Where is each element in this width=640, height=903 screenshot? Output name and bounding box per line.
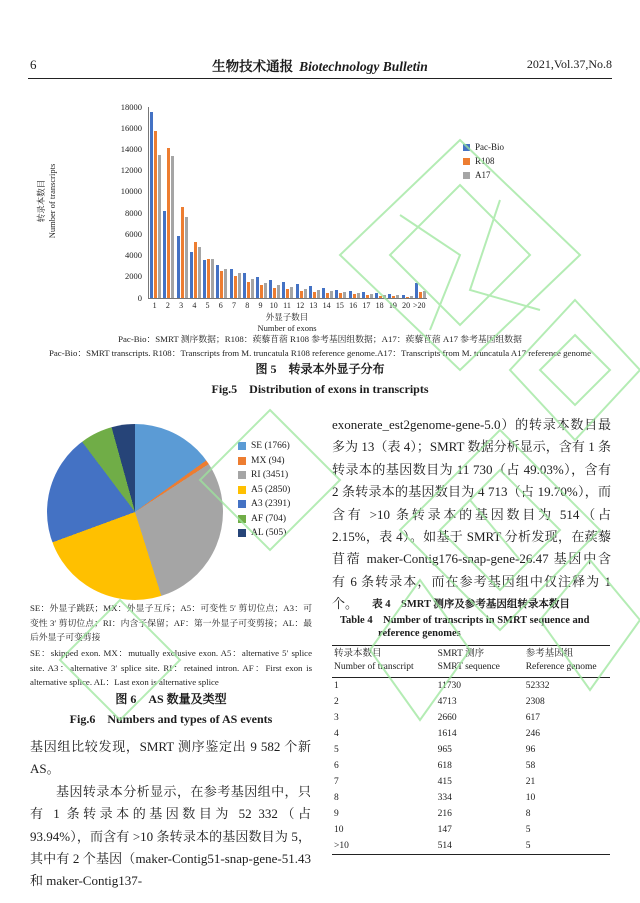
legend-item [238,528,290,538]
fig5-caption-cn: 图 5 转录本外显子分布 [255,362,385,376]
y-tick-label: 14000 [120,143,142,154]
table4-title-en: Table 4 Number of transcripts in SMRT sequence and reference genomes [340,615,590,639]
bar-pac-bio [322,288,325,298]
page-number: 6 [30,57,37,72]
table-cell: 8 [334,793,339,803]
legend-swatch [238,515,246,523]
table-row [332,742,610,758]
issue-info: 2021,Vol.37,No.8 [526,57,612,71]
fig5-y-axis-label [36,121,58,281]
bar-a17 [158,155,161,298]
table4-header-row [332,646,610,678]
legend-label: R108 [475,156,495,166]
legend-swatch [238,457,246,465]
col-header-cn: 参考基因组 [525,649,574,659]
bar-group [189,107,202,298]
bar-group [374,107,387,298]
x-tick-label: 15 [335,301,344,310]
fig5-note-cn: Pac-Bio：SMRT 测序数据；R108：蒺藜苜蓿 R108 参考基因组数据；A17：蒺藜苜蓿 A17 参考基因组数据 [118,334,522,344]
table-row [332,822,610,838]
bar-r108 [247,282,250,298]
fig5-x-axis-label-en: Number of exons [257,322,317,333]
y-tick-label: 6000 [125,228,142,239]
x-tick-label: 2 [165,301,170,310]
bar-r108 [300,291,303,298]
bar-a17 [396,295,399,298]
bar-r108 [392,296,395,298]
bar-pac-bio [415,283,418,298]
legend-item [463,142,504,152]
table-cell: 3 [334,713,339,723]
legend-label: MX (94) [251,455,285,466]
bar-group [308,107,321,298]
bar-a17 [330,291,333,298]
x-tick-label: 19 [388,301,397,310]
fig5-y-axis-label-en: Number of transcripts [47,163,57,239]
bar-r108 [167,148,170,298]
fig5-y-axis-label-cn: 转录本数目 [36,179,46,223]
fig5-x-axis-label-cn: 外显子数目 [265,312,309,322]
legend-swatch [463,144,470,151]
legend-swatch [238,471,246,479]
y-tick-label: 8000 [125,207,142,218]
bar-a17 [343,292,346,298]
bar-r108 [154,131,157,298]
bar-r108 [286,289,289,298]
legend-item [463,170,504,180]
table-row [332,774,610,790]
table4-block [332,596,610,855]
x-tick-label: 9 [258,301,263,310]
bar-pac-bio [177,236,180,298]
legend-item [238,470,290,480]
fig5-x-axis-label [187,312,387,333]
paragraph: exonerate_est2genome-gene-5.0）的转录本数目最多为 13（表 4）；SMRT 数据分析显示，含有 1 条转录本的基因数目为 11 730（占 49.03%），含有 2 条转录本的基因数目为 4 713（占 19.70%），而含有 >10 条转录本的基因数目为 514（占 2.15%，表 4）。如基于 SMRT 分析发现，在蒺藜苜蓿 maker-Contig176-snap-gene-26.47 基因中含有 6 条转录本，而在参考基因组中仅注释为 1 个。 [332,417,611,612]
table-cell: 5 [334,745,339,755]
bar-a17 [423,291,426,298]
bar-r108 [326,293,329,298]
bar-group [387,107,400,298]
bar-group [334,107,347,298]
legend-swatch [463,158,470,165]
table-cell: 10 [525,793,536,803]
col-header-en: Number of transcript [334,662,414,672]
bar-pac-bio [362,292,365,298]
legend-swatch [238,529,246,537]
table-cell: 965 [437,745,452,755]
bar-group [175,107,188,298]
table-cell: 6 [334,761,339,771]
table-cell: 11730 [437,681,461,691]
legend-item [238,499,290,509]
x-tick-label: >20 [413,301,426,310]
table-cell: 21 [525,777,536,787]
legend-label: A3 (2391) [251,499,291,509]
bar-r108 [260,285,263,298]
table-cell: 9 [334,809,339,819]
bar-pac-bio [349,291,352,298]
table-cell: 5 [525,841,531,851]
bar-pac-bio [296,284,299,298]
x-tick-label: 14 [322,301,331,310]
bar-r108 [313,292,316,298]
y-tick-label: 18000 [120,101,142,112]
bar-group [361,107,374,298]
legend-label: RI (3451) [251,470,289,480]
legend-label: A5 (2850) [251,484,291,495]
table-cell: 1614 [437,729,457,739]
bar-a17 [211,259,214,298]
y-tick-label: 4000 [125,250,142,261]
table-cell: 58 [525,761,536,771]
table-cell: >10 [334,841,349,851]
legend-label: SE (1766) [251,441,290,451]
bar-pac-bio [243,273,246,299]
bar-pac-bio [203,260,206,298]
fig5-legend [463,142,504,184]
table-cell: 2308 [525,697,545,707]
col-header-en: Reference genome [525,662,597,672]
table-cell: 4 [334,729,339,739]
right-column-text [332,414,611,616]
table-cell: 52332 [525,681,550,691]
fig5-x-ticks [148,301,426,310]
x-tick-label: 11 [283,301,291,310]
table-cell: 415 [437,777,452,787]
col-header-cn: SMRT 测序 [437,649,485,659]
table-cell: 216 [437,809,452,819]
bar-a17 [171,156,174,298]
bar-pac-bio [388,294,391,298]
bar-pac-bio [190,252,193,298]
bar-a17 [304,289,307,298]
bar-pac-bio [309,286,312,298]
bar-group [162,107,175,298]
table-cell: 246 [525,729,540,739]
x-tick-label: 18 [375,301,384,310]
bar-group [202,107,215,298]
bar-group [321,107,334,298]
bar-group [268,107,281,298]
bar-r108 [194,242,197,298]
x-tick-label: 16 [349,301,358,310]
bar-pac-bio [256,277,259,298]
table-row [332,726,610,742]
x-tick-label: 6 [218,301,223,310]
table4-col-header [436,646,524,678]
bar-a17 [277,285,280,298]
x-tick-label: 17 [362,301,371,310]
legend-label: A17 [475,170,491,180]
legend-label: Pac-Bio [475,142,504,152]
y-tick-label: 0 [137,292,142,303]
bar-a17 [198,247,201,299]
bar-a17 [357,293,360,298]
legend-item [463,156,504,166]
table-cell: 7 [334,777,339,787]
bar-pac-bio [269,280,272,298]
bar-pac-bio [163,211,166,299]
bar-group [281,107,294,298]
journal-title-cn: 生物技术通报 [212,59,294,74]
legend-swatch [238,486,246,494]
legend-swatch [238,442,246,450]
table-cell: 1 [334,681,339,691]
table-row [332,710,610,726]
bar-group [295,107,308,298]
fig6-caption-en: Fig.6 Numbers and types of AS events [69,712,273,726]
fig6-note-en: SE：skipped exon. MX：mutually exclusive exon. A5：alternative 5′ splice site. A3：alternative 3′ splice site. RI：retained intron. AF：First exon is alternative splice. AL：Last exon is alternative splice [30,648,312,687]
y-tick-label: 16000 [120,122,142,133]
bar-pac-bio [216,265,219,298]
bar-group [400,107,413,298]
x-tick-label: 3 [179,301,184,310]
table-cell: 96 [525,745,536,755]
table-cell: 618 [437,761,452,771]
x-tick-label: 8 [245,301,250,310]
bar-a17 [264,283,267,298]
table-row [332,790,610,806]
legend-label: AL (505) [251,528,287,538]
bar-r108 [207,259,210,298]
bar-pac-bio [230,269,233,298]
table-row [332,694,610,710]
x-tick-label: 20 [402,301,411,310]
bar-a17 [251,279,254,298]
fig5-note-en: Pac-Bio：SMRT transcripts. R108：Transcripts from M. truncatula R108 reference genome.A17：Transcripts from M. truncatula A17 reference genome [49,348,591,358]
table-cell: 514 [437,841,452,851]
table4-title-cn: 表 4 SMRT 测序及参考基因组转录本数目 [372,599,570,610]
y-tick-label: 2000 [125,271,142,282]
legend-label: AF (704) [251,513,287,524]
paragraph: 基因组比较发现，SMRT 测序鉴定出 9 582 个新 AS。 [30,739,311,777]
x-tick-label: 10 [269,301,278,310]
journal-title-en: Biotechnology Bulletin [299,59,428,74]
bar-a17 [317,290,320,298]
x-tick-label: 13 [309,301,318,310]
legend-item [238,456,290,466]
bar-a17 [238,273,241,299]
table-cell: 10 [334,825,344,835]
bar-a17 [370,294,373,298]
table4-col-header [332,646,436,678]
header-rule [28,78,612,79]
fig6-note-cn: SE：外显子跳跃；MX：外显子互斥；A5：可变性 5′ 剪切位点；A3：可变性 3′ 剪切位点；RI：内含子保留；AF：第一外显子可变剪接；AL：最后外显子可变剪接 [30,603,312,642]
y-tick-label: 10000 [120,186,142,197]
table-cell: 4713 [437,697,457,707]
bar-r108 [220,271,223,298]
legend-item [238,514,290,524]
bar-a17 [383,295,386,298]
bar-group [255,107,268,298]
y-tick-label: 12000 [120,165,142,176]
bar-r108 [379,296,382,298]
table-row [332,678,610,695]
bar-group [348,107,361,298]
col-header-en: SMRT sequence [437,662,500,672]
bar-r108 [406,297,409,299]
table-cell: 2660 [437,713,457,723]
bar-pac-bio [282,282,285,298]
x-tick-label: 12 [296,301,305,310]
x-tick-label: 4 [192,301,197,310]
fig6-pie-chart [47,424,223,600]
table-cell: 8 [525,809,531,819]
bar-r108 [181,207,184,298]
fig5-bar-chart [148,107,427,299]
bar-r108 [339,293,342,298]
x-tick-label: 1 [152,301,157,310]
bar-group [149,107,162,298]
legend-item [238,441,290,451]
table4 [332,645,610,855]
fig6-legend [238,441,290,543]
table4-col-header [524,646,610,678]
bar-pac-bio [150,112,153,298]
bar-r108 [273,288,276,298]
bar-group [228,107,241,298]
bar-r108 [234,276,237,298]
bar-group [414,107,427,298]
bar-pac-bio [335,290,338,298]
bar-a17 [185,217,188,298]
table-cell: 5 [525,825,531,835]
x-tick-label: 7 [232,301,237,310]
table-cell: 2 [334,697,339,707]
fig6-caption-cn: 图 6 AS 数量及类型 [115,692,227,706]
legend-swatch [463,172,470,179]
fig5-y-ticks [108,101,145,303]
col-header-cn: 转录本数目 [334,649,382,659]
bar-a17 [224,269,227,298]
paragraph: 基因转录本分析显示，在参考基因组中，只有 1 条转录本的基因数目为 52 332（占 93.94%），而含有 >10 条转录本的基因数目为 5，其中有 2 个基因（maker-Contig51-snap-gene-51.43 和 maker-Contig137- [30,783,311,889]
bar-group [215,107,228,298]
table-cell: 147 [437,825,452,835]
legend-item [238,485,290,495]
legend-swatch [238,500,246,508]
bar-pac-bio [375,293,378,298]
left-column-text [30,736,311,893]
bar-r108 [366,295,369,298]
table-row [332,806,610,822]
bar-r108 [419,292,422,298]
x-tick-label: 5 [205,301,210,310]
bar-a17 [410,296,413,298]
bar-a17 [290,287,293,298]
table-row [332,758,610,774]
bar-pac-bio [402,295,405,298]
table-row [332,838,610,855]
bar-r108 [353,294,356,298]
fig5-caption-en: Fig.5 Distribution of exons in transcripts [211,382,429,396]
table-cell: 334 [437,793,452,803]
table-cell: 617 [525,713,540,723]
bar-group [242,107,255,298]
